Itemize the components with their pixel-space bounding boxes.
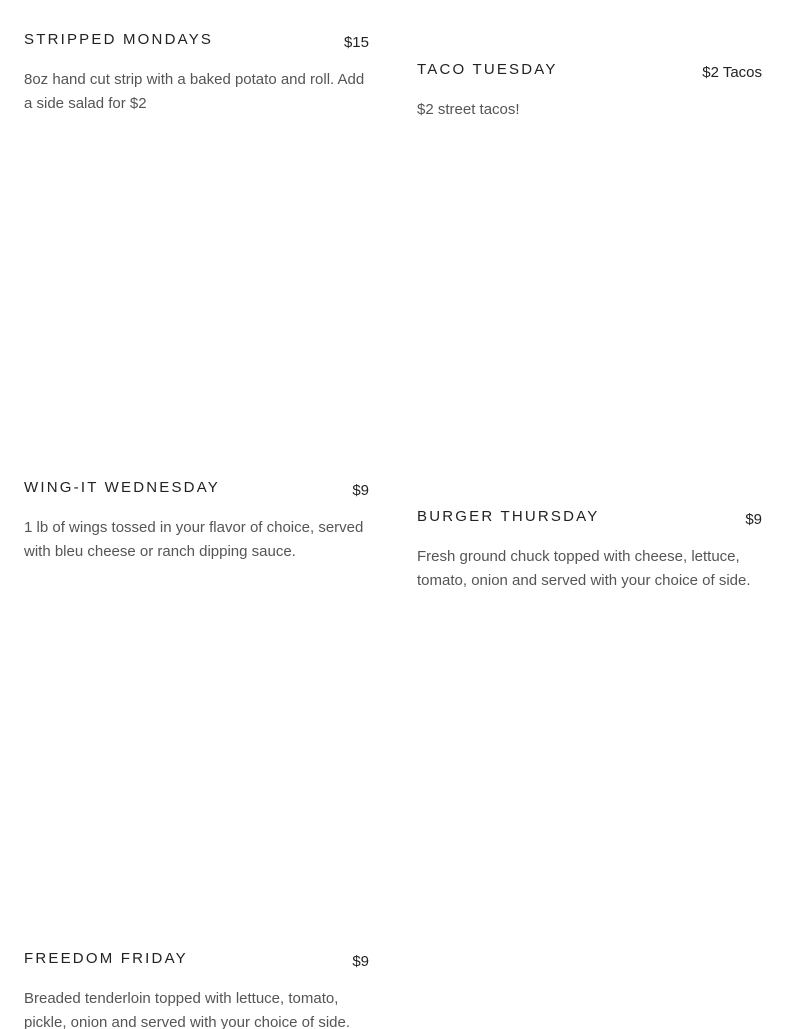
menu-item-stripped-mondays [24, 31, 369, 116]
menu-item-title: FREEDOM FRIDAY [24, 950, 188, 967]
menu-item-title: STRIPPED MONDAYS [24, 31, 214, 48]
menu-item-description: 8oz hand cut strip with a baked potato and roll. Add a side salad for $2 [24, 71, 365, 112]
menu-item-title: TACO TUESDAY [417, 61, 558, 78]
menu-item-title: BURGER THURSDAY [417, 508, 600, 525]
menu-item-title: WING-IT WEDNESDAY [24, 479, 221, 496]
menu-item-header [24, 479, 369, 509]
menu-item-price: $15 [343, 34, 369, 51]
menu-item-burger-thursday [417, 508, 762, 593]
menu-item-price: $9 [352, 953, 369, 970]
menu-item-header [24, 31, 369, 61]
menu-item-price: $2 Tacos [702, 64, 762, 81]
menu-item-freedom-friday [24, 950, 369, 1029]
menu-item-price: $9 [745, 511, 762, 528]
menu-item-description: 1 lb of wings tossed in your flavor of choice, served with bleu cheese or ranch dipping sauce. [24, 519, 364, 560]
menu-item-description: $2 street tacos! [417, 101, 520, 118]
menu-item-header [417, 508, 762, 538]
menu-item-header [24, 950, 369, 980]
menu-item-taco-tuesday [417, 61, 762, 122]
menu-item-description: Breaded tenderloin topped with lettuce, tomato, pickle, onion and served with your choice of side. [24, 990, 351, 1029]
menu-item-header [417, 61, 762, 91]
menu-item-description: Fresh ground chuck topped with cheese, lettuce, tomato, onion and served with your choice of side. [417, 548, 751, 589]
menu-item-wing-it-wednesday [24, 479, 369, 564]
menu-item-price: $9 [352, 482, 369, 499]
